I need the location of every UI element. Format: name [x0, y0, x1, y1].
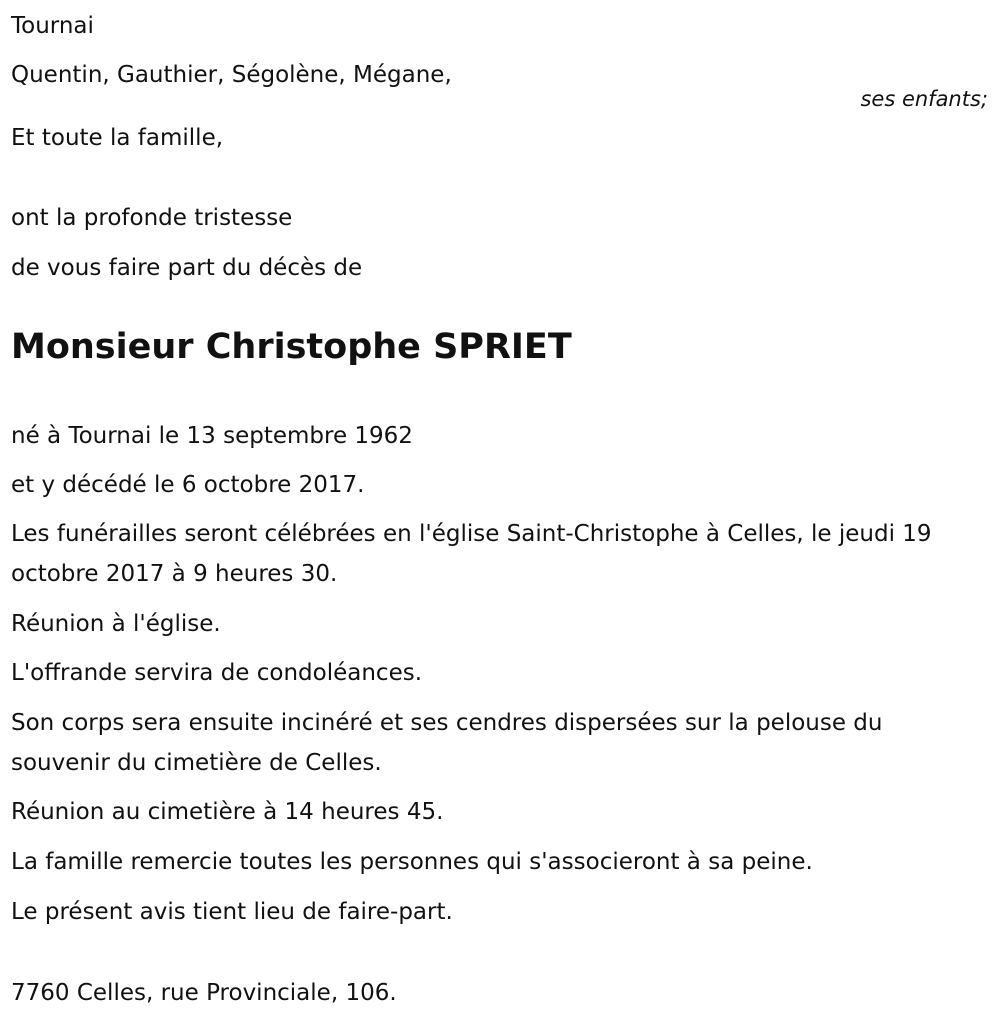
thanks-line: La famille remercie toutes les personnes qui s'associeront à sa peine.	[11, 849, 813, 875]
cremation-paragraph: Son corps sera ensuite incinéré et ses cendres dispersées sur la pelouse du souvenir du cimetière de Celles.	[11, 710, 883, 776]
church-meeting-line: Réunion à l'église.	[11, 611, 221, 637]
announcement-line-2: de vous faire part du décès de	[11, 255, 363, 281]
cemetery-meeting-line: Réunion au cimetière à 14 heures 45.	[11, 799, 444, 825]
deceased-name: Monsieur Christophe SPRIET	[11, 327, 572, 367]
children-names: Quentin, Gauthier, Ségolène, Mégane,	[11, 62, 452, 88]
children-role: ses enfants;	[860, 87, 988, 111]
notice-line: Le présent avis tient lieu de faire-part.	[11, 899, 453, 925]
funeral-paragraph: Les funérailles seront célébrées en l'église Saint-Christophe à Celles, le jeudi 19 octobre 2017 à 9 heures 30.	[11, 521, 932, 587]
death-line: et y décédé le 6 octobre 2017.	[11, 472, 365, 498]
city-line: Tournai	[11, 13, 94, 39]
offering-line: L'offrande servira de condoléances.	[11, 660, 423, 686]
birth-line: né à Tournai le 13 septembre 1962	[11, 423, 413, 449]
announcement-line-1: ont la profonde tristesse	[11, 205, 293, 231]
address-line: 7760 Celles, rue Provinciale, 106.	[11, 980, 397, 1006]
family-line: Et toute la famille,	[11, 125, 224, 151]
